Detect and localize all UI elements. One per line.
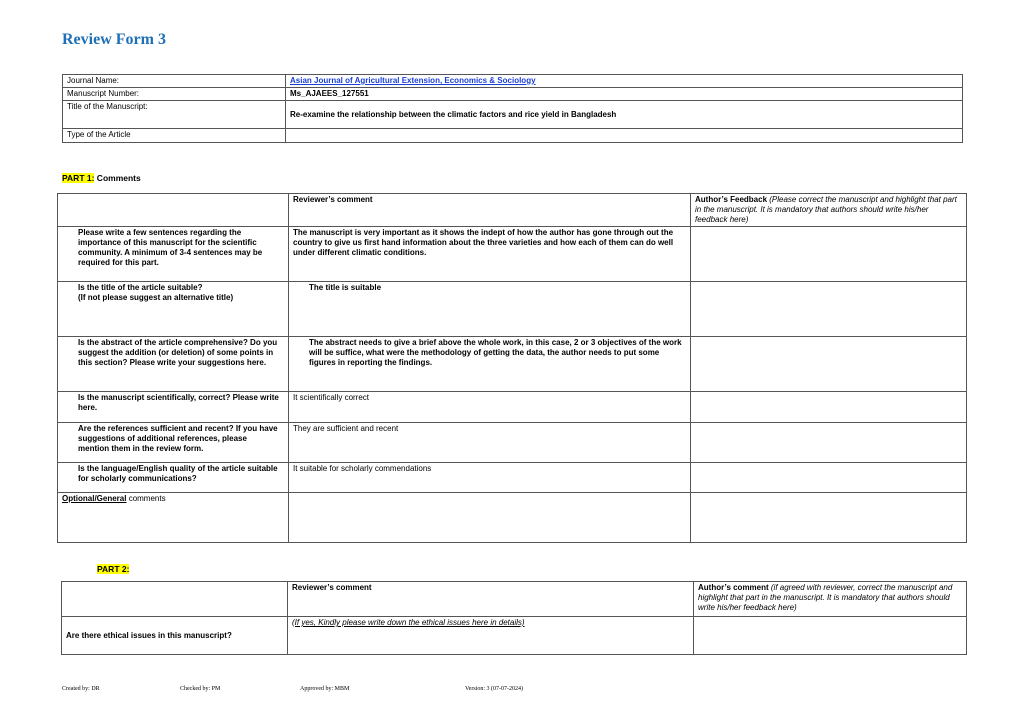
question-importance: Please write a few sentences regarding the importance of this manuscript for the scientific community. A minimum of 3-4 sentences may be required for this part. bbox=[58, 227, 289, 282]
manuscript-title-label: Title of the Manuscript: bbox=[63, 101, 286, 129]
question-abstract: Is the abstract of the article comprehensive? Do you suggest the addition (or deletion) of some points in this section? Please write your suggestions here. bbox=[58, 337, 289, 392]
optional-comments-reviewer[interactable] bbox=[289, 493, 691, 543]
manuscript-title-value: Re-examine the relationship between the climatic factors and rice yield in Bangladesh bbox=[286, 101, 963, 129]
optional-comments-label: Optional/General comments bbox=[58, 493, 289, 543]
journal-value[interactable] bbox=[286, 75, 963, 88]
part2-author-header: Author’s comment (if agreed with reviewer, correct the manuscript and highlight that part in the manuscript. It is mandatory that authors should write his/her feedback here) bbox=[694, 582, 967, 617]
journal-link[interactable]: Asian Journal of Agricultural Extension, Economics & Sociology bbox=[290, 76, 536, 85]
article-type-value[interactable] bbox=[286, 129, 963, 143]
footer-created: Created by: DR bbox=[62, 686, 100, 692]
manuscript-number-value: Ms_AJAEES_127551 bbox=[286, 88, 963, 101]
manuscript-number-label: Manuscript Number: bbox=[63, 88, 286, 101]
comment-language[interactable]: It suitable for scholarly commendations bbox=[289, 463, 691, 493]
comment-title[interactable]: The title is suitable bbox=[289, 282, 691, 337]
part2-ethics-table bbox=[61, 581, 967, 655]
feedback-language[interactable] bbox=[691, 463, 967, 493]
journal-label: Journal Name: bbox=[63, 75, 286, 88]
feedback-importance[interactable] bbox=[691, 227, 967, 282]
comment-ethics[interactable]: (If yes, Kindly please write down the ethical issues here in details) bbox=[288, 617, 694, 655]
question-title: Is the title of the article suitable? (If not please suggest an alternative title) bbox=[58, 282, 289, 337]
feedback-abstract[interactable] bbox=[691, 337, 967, 392]
feedback-references[interactable] bbox=[691, 423, 967, 463]
reviewer-comment-header: Reviewer’s comment bbox=[289, 194, 691, 227]
part2-reviewer-header: Reviewer’s comment bbox=[288, 582, 694, 617]
comment-importance[interactable]: The manuscript is very important as it shows the indept of how the author has gone through out the country to give us first hand information about the three varieties and how each of them can do well under different climatic conditions. bbox=[289, 227, 691, 282]
author-comment-ethics[interactable] bbox=[694, 617, 967, 655]
part2-heading: PART 2: bbox=[97, 564, 130, 574]
manuscript-info-table bbox=[62, 74, 963, 143]
footer-approved: Approved by: MBM bbox=[300, 686, 350, 692]
comment-scientific[interactable]: It scientifically correct bbox=[289, 392, 691, 423]
question-references: Are the references sufficient and recent? If you have suggestions of additional references, please mention them in the review form. bbox=[58, 423, 289, 463]
author-feedback-header: Author’s Feedback (Please correct the manuscript and highlight that part in the manuscript. It is mandatory that authors should write his/her feedback here) bbox=[691, 194, 967, 227]
footer-checked: Checked by: PM bbox=[180, 686, 221, 692]
question-ethics: Are there ethical issues in this manuscript? bbox=[62, 617, 288, 655]
footer-version: Version: 3 (07-07-2024) bbox=[465, 686, 523, 692]
question-scientific: Is the manuscript scientifically, correct? Please write here. bbox=[58, 392, 289, 423]
optional-comments-author[interactable] bbox=[691, 493, 967, 543]
form-title: Review Form 3 bbox=[62, 31, 166, 48]
question-language: Is the language/English quality of the article suitable for scholarly communications? bbox=[58, 463, 289, 493]
comment-references[interactable]: They are sufficient and recent bbox=[289, 423, 691, 463]
feedback-title[interactable] bbox=[691, 282, 967, 337]
part1-heading: PART 1: Comments bbox=[62, 173, 141, 183]
article-type-label: Type of the Article bbox=[63, 129, 286, 143]
comment-abstract[interactable]: The abstract needs to give a brief above the whole work, in this case, 2 or 3 objectives of the work will be suffice, what were the methodology of getting the data, the author needs to put some figures in reporting the findings. bbox=[289, 337, 691, 392]
part1-comments-table bbox=[57, 193, 967, 543]
feedback-scientific[interactable] bbox=[691, 392, 967, 423]
